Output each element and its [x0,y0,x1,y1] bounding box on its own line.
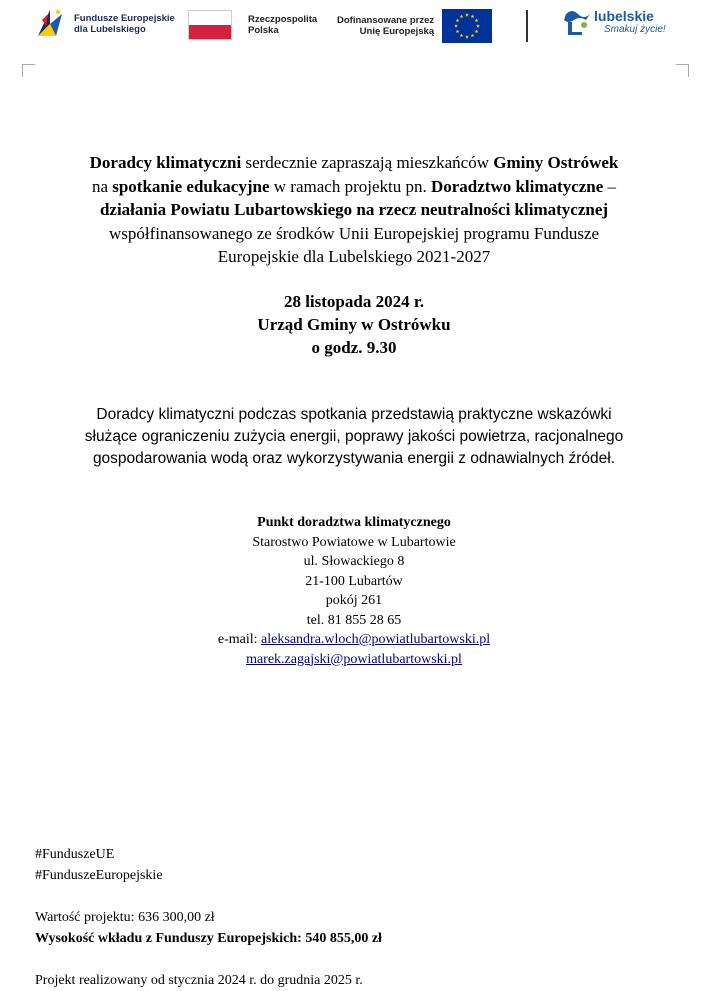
hashtag-fundusze-europejskie: #FunduszeEuropejskie [35,868,163,883]
intro-text-2: na [91,176,113,196]
fe-logo-line1: Fundusze Europejskie [74,13,175,24]
description-line2: służące ograniczeniu zużycia energii, poprawy jakości powietrza, racjonalnego [84,428,624,445]
intro-cofinancing-line1: współfinansowanego ze środków Unii Europejskiej programu Fundusze [108,223,600,243]
intro-text-3: w ramach projektu pn. [269,176,431,196]
event-date: 28 listopada 2024 r. [283,292,425,311]
contact-city: 21-100 Lubartów [305,573,403,589]
contact-block [130,513,578,669]
event-details [30,290,678,359]
lubelskie-logo-slogan: Smakuj życie! [604,24,666,35]
eu-logo-line1: Dofinansowane przez [337,15,435,26]
intro-municipality: Gminy Ostrówek [493,153,619,172]
footer [35,844,382,991]
crop-mark-left [22,64,35,77]
event-place: Urząd Gminy w Ostrówku [257,315,451,334]
logo-divider [526,10,528,42]
meeting-description [40,404,668,470]
eu-flag-icon [442,9,492,43]
project-value: Wartość projektu: 636 300,00 zł [35,910,215,925]
polish-flag-icon [188,10,232,40]
intro-advisors: Doradcy klimatyczni [89,153,242,172]
contact-email-label: e-mail: [217,632,262,647]
contact-org: Starostwo Powiatowe w Lubartowie [252,534,456,550]
fe-logo-line2: dla Lubelskiego [74,24,146,35]
logo-bar [0,0,707,60]
intro-project-name: Doradztwo klimatyczne [430,176,604,196]
rzeczpospolita-polska-logo [188,10,317,40]
eu-contribution: Wysokość wkładu z Funduszy Europejskich: 540 855,00 zł [35,931,382,946]
description-line1: Doradcy klimatyczni podczas spotkania przedstawią praktyczne wskazówki [96,406,612,423]
eu-funding-logo [337,9,492,43]
fundusze-europejskie-logo [36,6,175,42]
lubelskie-logo-name: lubelskie [594,8,654,24]
hashtag-fundusze-ue: #FunduszeUE [35,847,115,862]
intro-project-subtitle: działania Powiatu Lubartowskiego na rzecz neutralności klimatycznej [99,200,609,219]
crop-mark-right [676,64,689,77]
event-time: o godz. 9.30 [311,338,397,357]
rp-logo-line1: Rzeczpospolita [248,14,318,25]
intro-dash: – [603,176,617,196]
contact-email-link-2[interactable]: marek.zagajski@powiatlubartowski.pl [246,651,462,667]
rp-logo-line2: Polska [248,25,279,36]
fundusze-europejskie-emblem-icon [36,6,64,42]
intro-cofinancing-line2: Europejskie dla Lubelskiego 2021-2027 [217,247,491,266]
invitation-intro [30,151,678,269]
contact-phone: tel. 81 855 28 65 [306,612,402,628]
contact-room: pokój 261 [325,593,383,608]
lubelskie-logo [562,8,666,36]
intro-meeting-type: spotkanie edukacyjne [112,176,270,196]
contact-street: ul. Słowackiego 8 [303,554,405,569]
contact-title: Punkt doradztwa klimatycznego [257,515,451,530]
eu-logo-line2: Unię Europejską [359,26,435,37]
intro-text-1: serdecznie zapraszają mieszkańców [241,153,494,172]
lubelskie-emblem-icon [562,8,592,36]
description-line3: gospodarowania wodą oraz wykorzystywania energii z odnawialnych źródeł. [92,450,616,467]
project-period: Projekt realizowany od stycznia 2024 r. do grudnia 2025 r. [35,973,363,988]
contact-email-link-1[interactable]: aleksandra.wloch@powiatlubartowski.pl [261,632,491,647]
